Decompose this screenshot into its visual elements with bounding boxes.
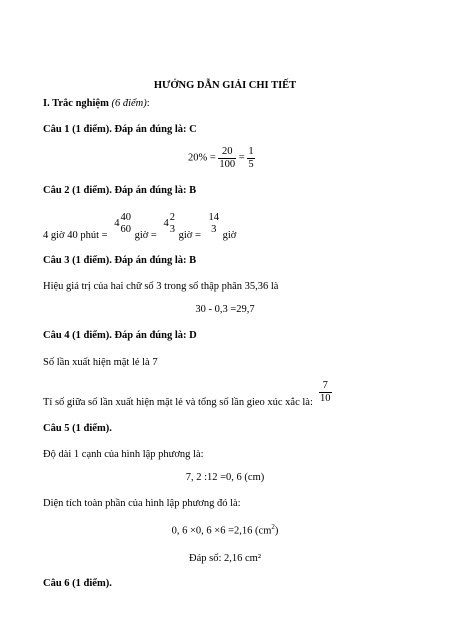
q5-formula-2 [0, 523, 450, 537]
q4-text-1: Số lần xuất hiện mặt lẻ là 7 [43, 357, 158, 368]
section-heading [43, 98, 150, 109]
q5-text-1: Độ dài 1 cạnh của hình lập phương là: [43, 449, 204, 460]
q1-eq2: = [238, 152, 245, 164]
q1-lhs: 20% [188, 152, 208, 164]
q2-m1-num: 40 [120, 212, 131, 223]
q1-eq1: = [209, 152, 216, 164]
q2-lead: 4 giờ 40 phút = [43, 229, 108, 241]
q4-heading: Câu 4 (1 điểm). Đáp án đúng là: D [43, 330, 197, 341]
q1-fraction-2 [247, 146, 254, 170]
q2-m1-den: 60 [120, 223, 131, 235]
q1-f1-den: 100 [219, 158, 236, 170]
q4-fraction-body [319, 380, 332, 404]
q3-heading: Câu 3 (1 điểm). Đáp án đúng là: B [43, 255, 197, 266]
q1-fraction-1 [218, 146, 236, 170]
q5-formula-2-main: 0, 6 ×0, 6 ×6 =2,16 (cm [171, 525, 272, 537]
q4-text-2: Tỉ số giữa số lần xuất hiện mặt lẻ và tổng số lần gieo xúc xắc là: [43, 397, 313, 408]
q2-m2-whole: 4 [163, 217, 169, 229]
q2-m3-num: 14 [208, 212, 219, 223]
q2-m2-unit: giờ = [178, 229, 201, 241]
section-label: I. Trắc nghiệm [43, 98, 109, 109]
q3-text: Hiệu giá trị của hai chữ số 3 trong số thập phân 35,36 là [43, 281, 279, 292]
q1-formula [188, 146, 255, 170]
q2-m1-fraction [119, 212, 132, 235]
q2-m3-unit: giờ [222, 229, 237, 241]
q1-f2-num: 1 [248, 146, 254, 157]
q2-m2-num: 2 [169, 212, 175, 223]
q5-heading: Câu 5 (1 điểm). [43, 423, 112, 434]
q5-formula-2-sup: 2 [271, 523, 275, 531]
q4-f-den: 10 [320, 392, 331, 404]
q2-heading: Câu 2 (1 điểm). Đáp án đúng là: B [43, 185, 197, 196]
q6-heading: Câu 6 (1 điểm). [43, 578, 112, 589]
q2-mixed-1 [114, 212, 134, 235]
q1-heading: Câu 1 (1 điểm). Đáp án đúng là: C [43, 124, 197, 135]
q2-mixed-2 [163, 212, 178, 235]
q5-answer: Đáp số: 2,16 cm² [189, 553, 261, 564]
section-points: (6 điểm) [111, 98, 147, 109]
q4-fraction [319, 380, 332, 404]
q2-m1-unit: giờ = [134, 229, 157, 241]
section-suffix: : [146, 98, 150, 109]
q5-formula-1: 7, 2 :12 =0, 6 (cm) [185, 472, 265, 483]
q2-m2-fraction [169, 212, 176, 235]
q4-f-num: 7 [319, 380, 332, 393]
q1-f1-num: 20 [218, 146, 236, 159]
q1-f2-den: 5 [248, 158, 254, 170]
q2-m1-whole: 4 [114, 217, 120, 229]
page-title: HƯỚNG DẪN GIẢI CHI TIẾT [153, 80, 297, 91]
q5-formula-2-end: ) [274, 525, 279, 537]
q2-formula [43, 212, 236, 241]
q2-m3-fraction [208, 212, 221, 235]
q5-text-2: Diện tích toàn phần của hình lập phương đó là: [43, 498, 241, 509]
q3-formula: 30 - 0,3 =29,7 [195, 304, 255, 315]
q2-m2-den: 3 [169, 223, 175, 235]
q2-m3-den: 3 [211, 223, 217, 235]
